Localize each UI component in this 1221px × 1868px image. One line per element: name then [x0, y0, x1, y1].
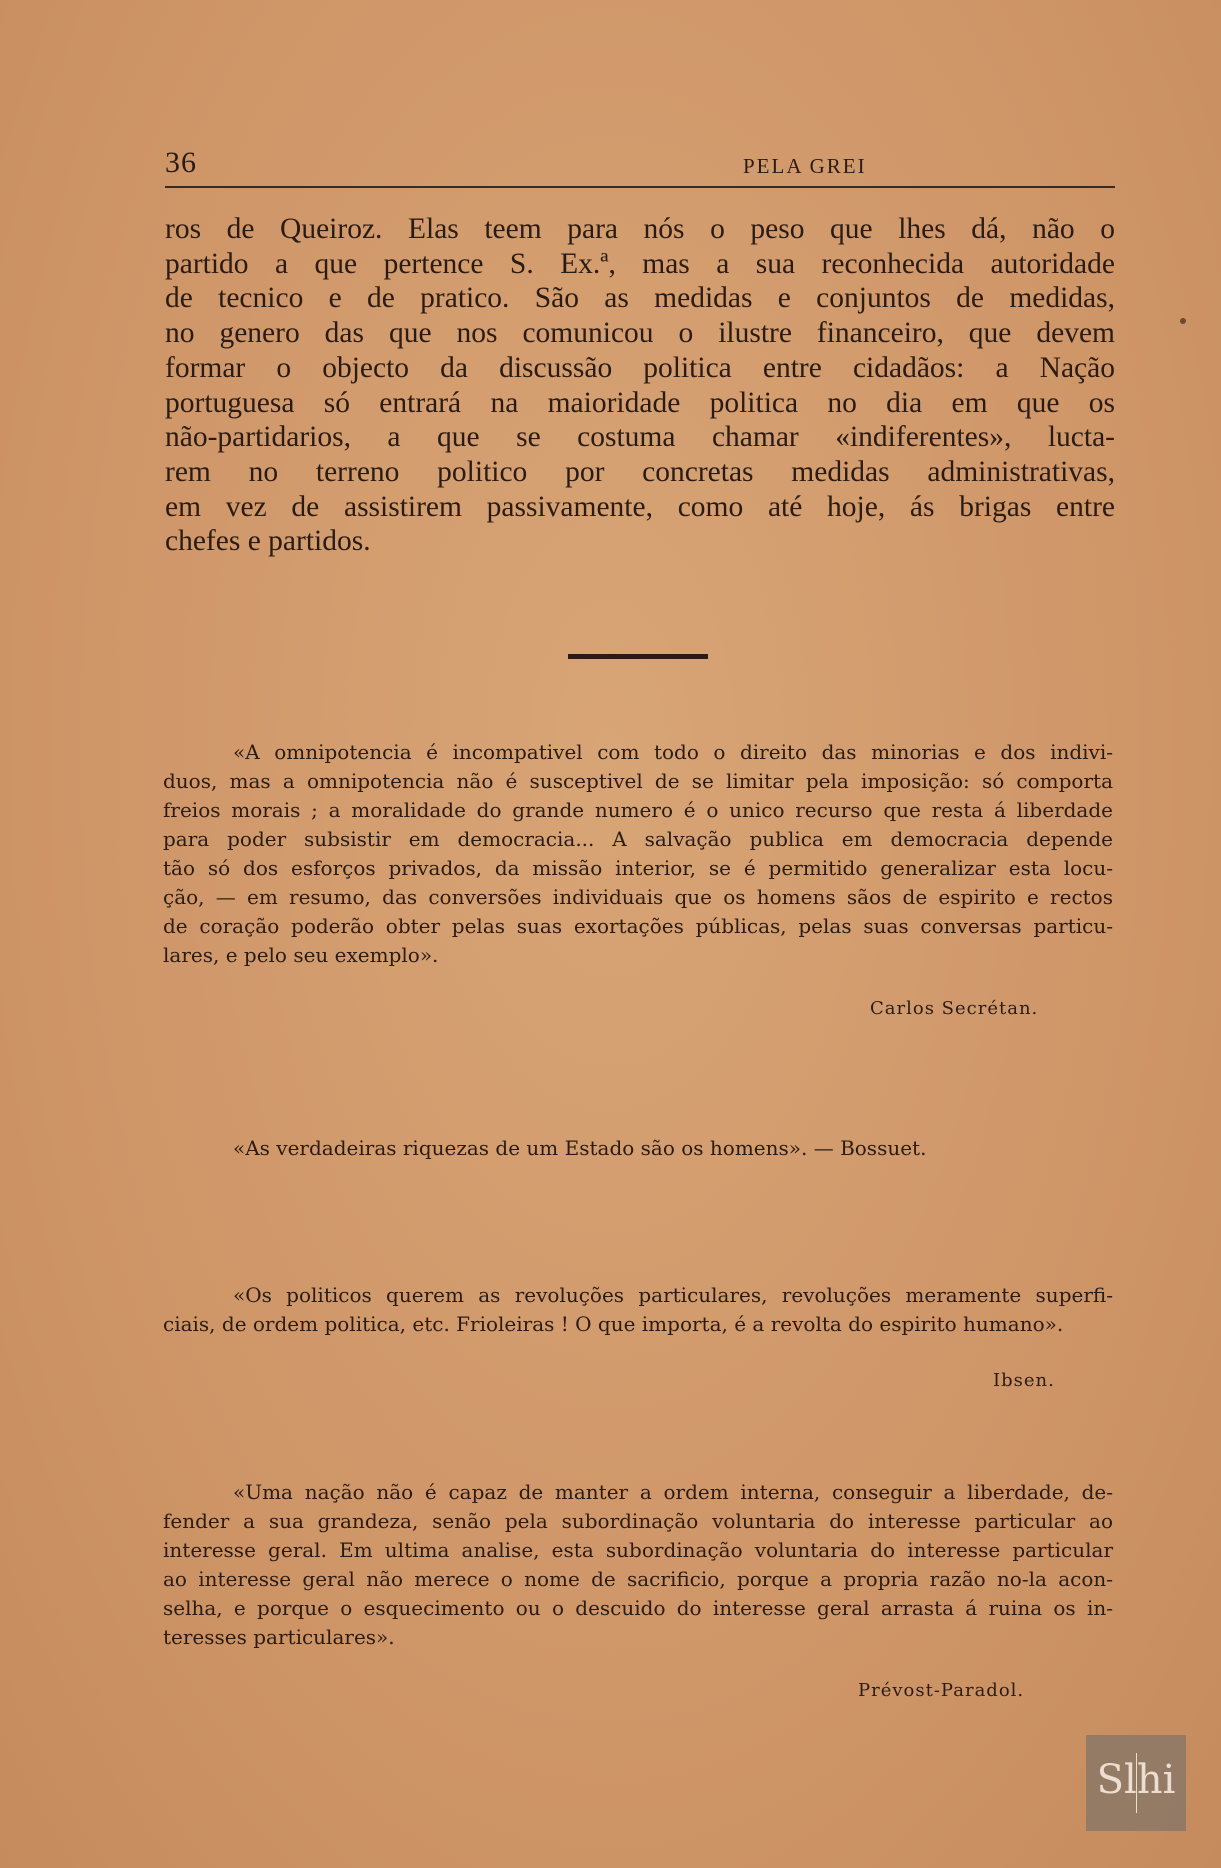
quote-ibsen: [163, 1281, 1113, 1339]
body-line: não-partidarios, a que se costuma chamar «indiferentes», lucta-: [165, 421, 1115, 454]
quote-line: ção, — em resumo, das conversões individuais que os homens sãos de espirito e rectos: [163, 885, 1113, 909]
body-line: no genero das que nos comunicou o ilustre financeiro, que devem: [165, 317, 1115, 350]
quote-line: fender a sua grandeza, senão pela subordinação voluntaria do interesse particular ao: [163, 1509, 1113, 1533]
quote-line: «As verdadeiras riquezas de um Estado são os homens». — Bossuet.: [233, 1136, 927, 1160]
quote-line: lares, e pelo seu exemplo».: [163, 943, 439, 967]
quote-line: interesse geral. Em ultima analise, esta subordinação voluntaria do interesse particular: [163, 1538, 1113, 1562]
quote-prevost-paradol: [163, 1478, 1113, 1652]
body-line: rem no terreno politico por concretas medidas administrativas,: [165, 455, 1115, 488]
quote-author: Ibsen.: [993, 1370, 1055, 1391]
quote-line: de coração poderão obter pelas suas exortações públicas, pelas suas conversas particu-: [163, 914, 1113, 938]
quote-line: «Os politicos querem as revoluções particulares, revoluções meramente superfi-: [233, 1283, 1113, 1307]
body-line: de tecnico e de pratico. São as medidas e conjuntos de medidas,: [165, 282, 1115, 315]
quote-line: para poder subsistir em democracia... A salvação publica em democracia depende: [163, 827, 1113, 851]
quote-author: Carlos Secrétan.: [870, 998, 1039, 1019]
paper-speck: [1180, 318, 1186, 324]
page-number: 36: [165, 146, 197, 179]
quote-line: «A omnipotencia é incompativel com todo o direito das minorias e dos indivi-: [233, 740, 1113, 764]
quote-line: freios morais ; a moralidade do grande numero é o unico recurso que resta á liberdade: [163, 798, 1113, 822]
body-line: chefes e partidos.: [165, 525, 371, 558]
logo-text: Slhi: [1096, 1757, 1176, 1803]
quote-line: teresses particulares».: [163, 1625, 395, 1649]
body-line: em vez de assistirem passivamente, como até hoje, ás brigas entre: [165, 490, 1115, 523]
quote-line: «Uma nação não é capaz de manter a ordem interna, conseguir a liberdade, de-: [233, 1480, 1113, 1504]
body-line: portuguesa só entrará na maioridade politica no dia em que os: [165, 386, 1115, 419]
quote-line: selha, e porque o esquecimento ou o descuido do interesse geral arrasta á ruina os in-: [163, 1596, 1113, 1620]
quote-line: duos, mas a omnipotencia não é susceptivel de se limitar pela imposição: só comporta: [163, 769, 1113, 793]
body-line: formar o objecto da discussão politica entre cidadãos: a Nação: [165, 351, 1115, 384]
quote-bossuet: [163, 1134, 1113, 1163]
quote-line: ciais, de ordem politica, etc. Frioleiras ! O que importa, é a revolta do espirito humano».: [163, 1312, 1064, 1336]
quote-author: Prévost-Paradol.: [858, 1680, 1025, 1701]
quote-line: tão só dos esforços privados, da missão interior, se é permitido generalizar esta locu-: [163, 856, 1113, 880]
library-watermark-logo: [1086, 1735, 1186, 1831]
quote-line: ao interesse geral não merece o nome de sacrificio, porque a propria razão no-la acon-: [163, 1567, 1113, 1591]
body-paragraph: [165, 212, 1115, 559]
body-line: ros de Queiroz. Elas teem para nós o peso que lhes dá, não o: [165, 213, 1115, 245]
body-line: partido a que pertence S. Ex.ª, mas a sua reconhecida autoridade: [165, 247, 1115, 280]
page-header: [165, 146, 1115, 188]
quote-secretan: [163, 738, 1113, 970]
section-divider: [568, 654, 708, 659]
running-title: PELA GREI: [743, 154, 867, 178]
